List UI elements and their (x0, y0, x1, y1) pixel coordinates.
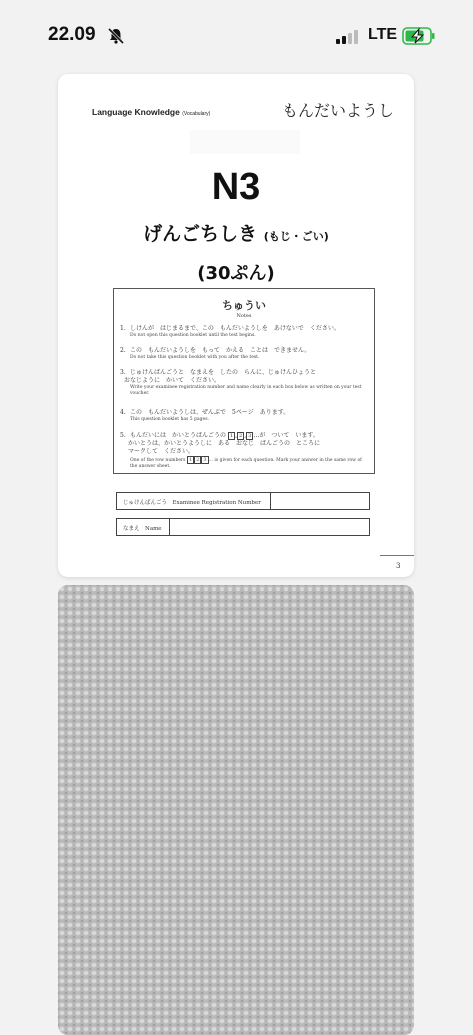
subject-title: げんごちしき (もじ・ごい) (143, 223, 329, 245)
note-item: 5. もんだいには かいとうばんごうの 1 , 2 , 3 …が ついて います。 かいとうは、かいとうようしに ある おなじ ばんごうの ところに マークして ください。 One of the row numbers 1 2 3 … is given for each question. Mark your answer in the same row of the answer sheet. (120, 432, 362, 469)
blank-area (190, 130, 300, 154)
name-field[interactable]: なまえ Name (116, 518, 370, 536)
header-left: Language Knowledge (Vocabulary) (92, 107, 211, 117)
registration-number-field[interactable]: じゅけんばんごう Examinee Registration Number (116, 492, 370, 510)
signal-icon (336, 30, 360, 44)
note-item: 1. しけんが はじまるまで、この もんだいようしを あけないで ください。 Do not open this question booklet until the test begins. (120, 325, 340, 338)
note-item: 3. じゅけんばんごうと なまえを したの らんに、じゅけんひょうと おなじように かいて ください。 Write your examinee registration number and name clearly in each box below as written on your test voucher. (120, 369, 362, 396)
notes-subtitle: Notes (236, 313, 252, 319)
duration: (30ぷん) (197, 263, 275, 284)
loading-page-placeholder (58, 585, 414, 1035)
bell-slash-icon (107, 27, 125, 45)
status-bar (0, 0, 473, 70)
clock: 22.09 (48, 24, 96, 45)
notes-box (113, 288, 375, 474)
page-number: 3 (396, 562, 401, 570)
page-divider (380, 555, 414, 556)
notes-title: ちゅうい (222, 299, 266, 312)
note-item: 4. この もんだいようしは、ぜんぶで 5ページ あります。 This question booklet has 5 pages. (120, 409, 290, 422)
note-item: 2. この もんだいようしを もって かえる ことは できません。 Do not take this question booklet with you after the test. (120, 347, 311, 360)
document-page[interactable] (58, 74, 414, 577)
level-title: N3 (211, 166, 261, 208)
battery-charging-icon (402, 26, 436, 46)
network-type: LTE (368, 26, 398, 43)
header-right: もんだいようし (281, 101, 394, 120)
